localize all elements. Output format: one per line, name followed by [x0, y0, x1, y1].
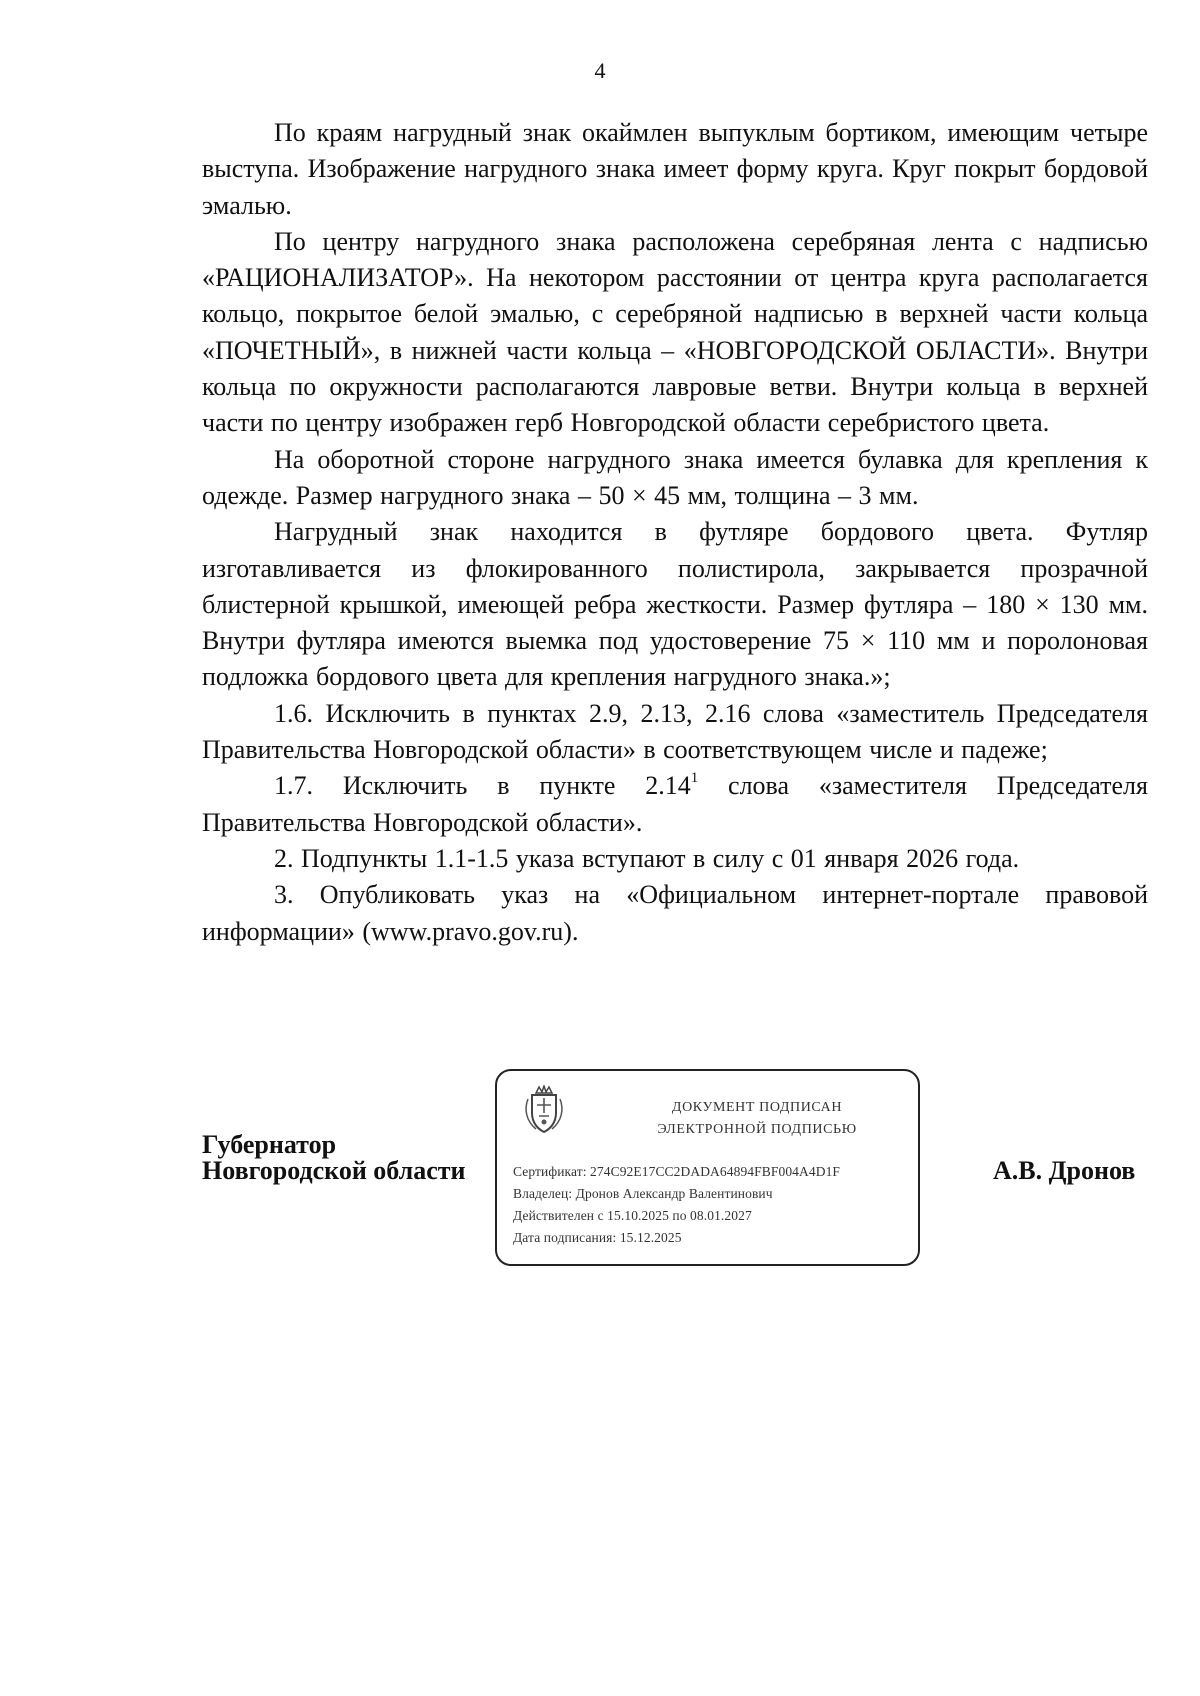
paragraph-badge-center: По центру нагрудного знака расположена серебряная лента с надписью «РАЦИОНАЛИЗАТОР». На некотором расстоянии от центра круга располагается кольцо, покрытое белой эмалью, с серебряной надписью в верхней части кольца «ПОЧЕТНЫЙ», в нижней части кольца – «НОВГОРОДСКОЙ ОБЛАСТИ». Внутри кольца по окружности располагаются лавровые ветви. Внутри кольца в верхней части по центру изображен герб Новгородской области серебристого цвета.: [202, 226, 1148, 438]
paragraph-badge-reverse: На оборотной стороне нагрудного знака имеется булавка для крепления к одежде. Размер нагрудного знака – 50 × 45 мм, толщина – 3 мм.: [202, 444, 1148, 510]
esign-certificate: Сертификат: 274C92E17CC2DADA64894FBF004A4D1F: [513, 1164, 841, 1179]
electronic-signature-stamp: [495, 1069, 920, 1266]
paragraph-item-1-6: 1.6. Исключить в пунктах 2.9, 2.13, 2.16 слова «заместитель Председателя Правительства Новгородской области» в соответствующем числе и падеже;: [202, 698, 1148, 765]
signatory-position-line-1: Губернатор: [202, 1130, 337, 1159]
paragraph-badge-border: По краям нагрудный знак окаймлен выпуклым бортиком, имеющим четыре выступа. Изображение нагрудного знака имеет форму круга. Круг покрыт бордовой эмалью.: [202, 118, 1148, 220]
document-body: [202, 115, 1148, 950]
paragraph-item-3: 3. Опубликовать указ на «Официальном интернет-портале правовой информации» (www.pravo.gov.ru).: [202, 880, 1148, 946]
signatory-position: [202, 1132, 466, 1184]
esign-title-line-2: ЭЛЕКТРОННОЙ ПОДПИСЬЮ: [657, 1122, 857, 1137]
item-1-7-superscript: 1: [690, 770, 699, 787]
paragraph-badge-case: Нагрудный знак находится в футляре бордового цвета. Футляр изготавливается из флокированного полистирола, закрывается прозрачной блистерной крышкой, имеющей ребра жесткости. Размер футляра – 180 × 130 мм. Внутри футляра имеются выемка под удостоверение 75 × 110 мм и поролоновая подложка бордового цвета для крепления нагрудного знака.»;: [202, 517, 1148, 692]
paragraph-item-2: 2. Подпункты 1.1-1.5 указа вступают в силу с 01 января 2026 года.: [274, 843, 1020, 873]
signatory-name: А.В. Дронов: [993, 1156, 1136, 1185]
item-1-7-text-start: 1.7. Исключить в пункте 2.14: [274, 771, 691, 801]
esign-title-line-1: ДОКУМЕНТ ПОДПИСАН: [671, 1100, 843, 1115]
signatory-position-line-2: Новгородской области: [202, 1156, 466, 1185]
esign-validity: Действителен с 15.10.2025 по 08.01.2027: [513, 1208, 752, 1223]
coat-of-arms-icon: [522, 1085, 566, 1135]
item-1-7-text-end: слова «заместителя Председателя Правительства Новгородской области».: [202, 771, 1148, 837]
paragraph-item-1-7: [202, 768, 1148, 841]
esign-owner: Владелец: Дронов Александр Валентинович: [513, 1186, 773, 1201]
page-number: 4: [594, 58, 606, 83]
esign-signed-date: Дата подписания: 15.12.2025: [513, 1230, 682, 1245]
